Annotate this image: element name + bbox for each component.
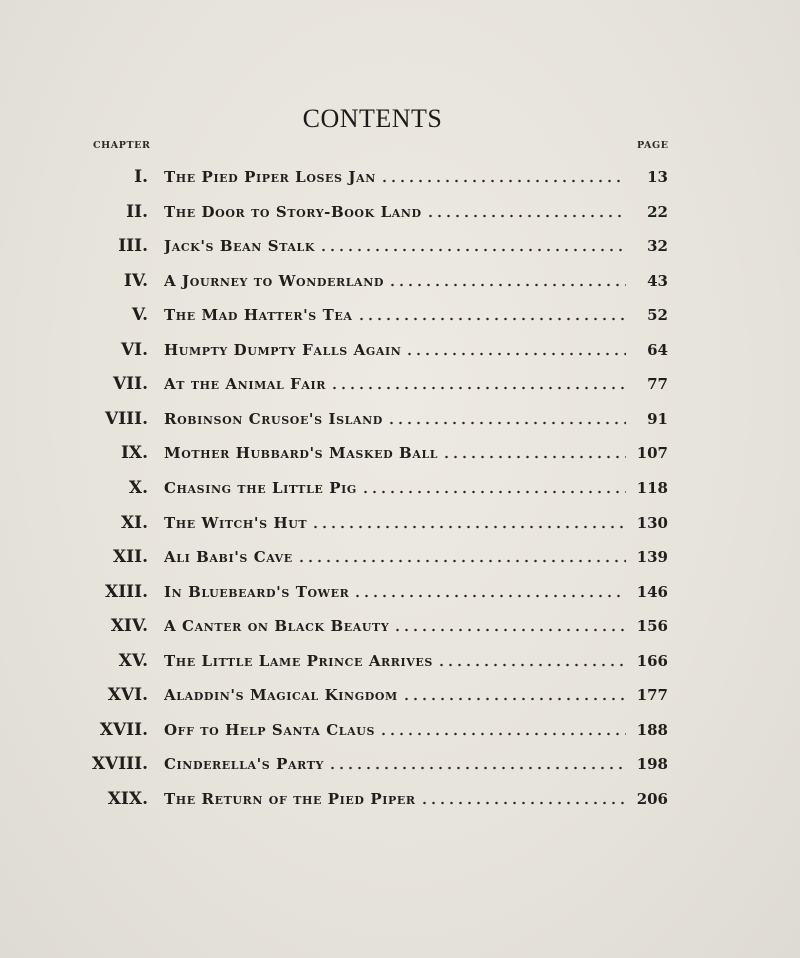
chapter-page-number: 77 [647, 375, 668, 394]
chapter-title: Jack's Bean Stalk [164, 237, 316, 256]
dot-leader [328, 747, 626, 781]
chapter-entry [164, 678, 626, 712]
chapter-entry [164, 540, 626, 574]
dot-leader [319, 229, 626, 263]
toc-entry [0, 264, 800, 298]
chapter-numeral: XI. [120, 512, 148, 533]
toc-entry [0, 747, 800, 781]
dot-leader [357, 298, 626, 332]
toc-entry [0, 402, 800, 436]
chapter-title: At the Animal Fair [164, 375, 327, 394]
chapter-title: Aladdin's Magical Kingdom [164, 686, 398, 705]
chapter-entry [164, 747, 626, 781]
chapter-title: Robinson Crusoe's Island [164, 409, 383, 428]
chapter-numeral: I. [134, 167, 148, 187]
chapter-title: The Return of the Pied Piper [164, 789, 416, 808]
chapter-page-number: 118 [636, 478, 668, 497]
dot-leader [437, 644, 626, 678]
chapter-title: Cinderella's Party [164, 755, 324, 774]
chapter-numeral: V. [131, 305, 148, 326]
chapter-entry [164, 402, 626, 436]
dot-leader [387, 402, 626, 436]
chapter-title: The Little Lame Prince Arrives [164, 651, 433, 670]
dot-leader [402, 678, 626, 712]
chapter-entry [164, 575, 626, 609]
chapter-page-number: 52 [647, 306, 668, 325]
chapter-entry [164, 264, 626, 298]
chapter-title: The Door to Story-Book Land [164, 202, 422, 221]
dot-leader [380, 160, 626, 194]
chapter-page-number: 156 [636, 617, 668, 636]
chapter-page-number: 146 [636, 582, 668, 601]
chapter-numeral: III. [118, 236, 148, 257]
toc-entry [0, 713, 800, 747]
dot-leader [420, 782, 626, 816]
chapter-title: The Witch's Hut [164, 513, 308, 532]
chapter-page-number: 13 [647, 168, 668, 186]
chapter-title: In Bluebeard's Tower [164, 582, 350, 601]
toc-entry [0, 160, 800, 194]
chapter-numeral: XIII. [105, 581, 148, 602]
chapter-numeral: XII. [112, 547, 148, 568]
dot-leader [353, 575, 626, 609]
dot-leader [361, 471, 626, 505]
chapter-title: A Journey to Wonderland [164, 271, 384, 290]
chapter-numeral: VII. [112, 374, 148, 395]
chapter-page-number: 22 [647, 202, 668, 221]
chapter-page-number: 206 [636, 789, 668, 808]
toc-entry [0, 782, 800, 816]
chapter-page-number: 166 [636, 651, 668, 670]
dot-leader [330, 367, 626, 401]
chapter-numeral: XIV. [110, 616, 148, 637]
chapter-title: Mother Hubbard's Masked Ball [164, 444, 439, 463]
toc-entry [0, 298, 800, 332]
chapter-numeral: XV. [118, 650, 148, 671]
page-column-header: PAGE [637, 140, 669, 151]
chapter-numeral: XVI. [107, 685, 148, 706]
dot-leader [379, 713, 626, 747]
chapter-entry [164, 609, 626, 643]
chapter-numeral: X. [128, 477, 148, 498]
toc-entry [0, 540, 800, 574]
chapter-page-number: 177 [636, 686, 668, 705]
chapter-page-number: 107 [636, 444, 668, 463]
toc-entry [0, 367, 800, 401]
chapter-page-number: 188 [636, 720, 668, 739]
chapter-entry [164, 644, 626, 678]
chapter-title: Chasing the Little Pig [164, 478, 357, 497]
chapter-numeral: IX. [120, 443, 148, 464]
chapter-entry [164, 229, 626, 263]
chapter-entry [164, 506, 626, 540]
dot-leader [405, 333, 626, 367]
chapter-title: Off to Help Santa Claus [164, 720, 375, 739]
toc-entry [0, 644, 800, 678]
toc-entry [0, 506, 800, 540]
chapter-numeral: XIX. [107, 788, 148, 809]
chapter-entry [164, 160, 626, 194]
chapter-numeral: XVII. [99, 719, 148, 740]
chapter-numeral: VI. [120, 339, 148, 360]
chapter-page-number: 64 [647, 340, 668, 359]
chapter-entry [164, 367, 626, 401]
chapter-numeral: IV. [123, 270, 148, 291]
chapter-page-number: 130 [636, 513, 668, 532]
dot-leader [442, 436, 626, 470]
chapter-entry [164, 713, 626, 747]
toc-entry [0, 436, 800, 470]
chapter-title: A Canter on Black Beauty [164, 617, 390, 636]
toc-entry [0, 575, 800, 609]
dot-leader [297, 540, 626, 574]
chapter-numeral: XVIII. [91, 754, 148, 775]
chapter-column-header: CHAPTER [93, 140, 151, 151]
toc-entry [0, 609, 800, 643]
chapter-entry [164, 195, 626, 229]
chapter-title: Ali Babi's Cave [164, 548, 293, 567]
chapter-page-number: 198 [636, 755, 668, 774]
chapter-numeral: VIII. [105, 408, 148, 429]
dot-leader [426, 195, 626, 229]
chapter-entry [164, 333, 626, 367]
toc-entry [0, 333, 800, 367]
page-title: CONTENTS [302, 104, 443, 133]
chapter-page-number: 43 [647, 271, 668, 290]
chapter-title: Humpty Dumpty Falls Again [164, 340, 402, 359]
chapter-page-number: 139 [636, 548, 668, 567]
chapter-numeral: II. [126, 201, 148, 222]
chapter-entry [164, 298, 626, 332]
chapter-title: The Mad Hatter's Tea [164, 306, 353, 325]
toc-entry [0, 195, 800, 229]
chapter-entry [164, 436, 626, 470]
chapter-entry [164, 471, 626, 505]
dot-leader [388, 264, 626, 298]
dot-leader [311, 506, 626, 540]
chapter-entry [164, 782, 626, 816]
chapter-page-number: 91 [647, 409, 668, 428]
toc-entry [0, 471, 800, 505]
toc-entry [0, 678, 800, 712]
toc-entry [0, 229, 800, 263]
chapter-page-number: 32 [647, 237, 668, 256]
dot-leader [393, 609, 626, 643]
chapter-title: The Pied Piper Loses Jan [164, 168, 376, 186]
